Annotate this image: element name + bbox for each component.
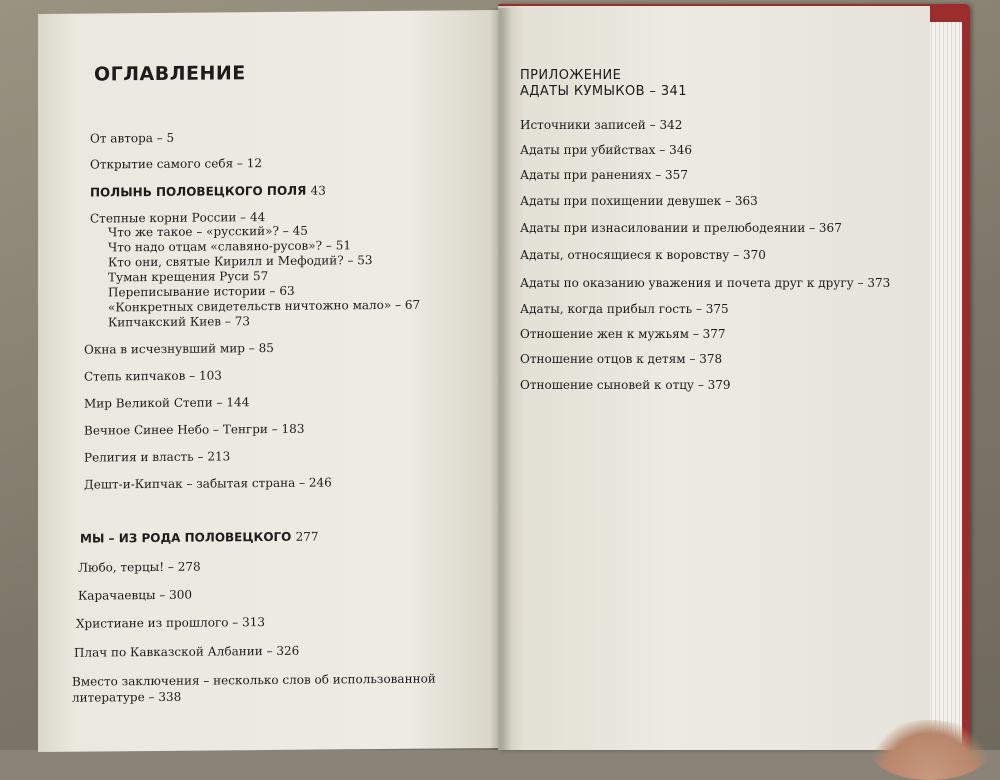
toc-entry-text: Туман крещения Руси [108,269,250,285]
toc-section-heading [90,184,326,200]
toc-entry-page: 57 [252,269,269,284]
toc-entry-page: 12 [246,156,263,171]
toc-entry: Адаты, относящиеся к воровству – 370 [520,248,766,262]
toc-subentry: Переписывание истории – 63 [108,283,295,300]
toc-entry-page: 51 [335,238,351,253]
toc-entry-page: 277 [295,529,319,544]
toc-entry-page: 357 [665,168,688,182]
toc-entry-text: Адаты при похищении девушек [520,194,722,208]
toc-entry: Источники записей – 342 [520,118,683,132]
toc-entry-text: Адаты при убийствах [520,143,656,157]
toc-entry-page: 373 [867,276,891,290]
toc-entry-page: 44 [249,210,266,225]
toc-entry-page: 63 [279,283,295,298]
toc-entry-page: 379 [707,378,731,392]
toc-entry-text: Окна в исчезнувший мир [84,341,245,357]
toc-subentry: Что надо отцам «славяно-русов»? – 51 [108,238,351,255]
page-stack-edge [928,22,962,750]
toc-entry-text: Отношение отцов к детям [520,352,686,366]
right-page [498,6,930,750]
toc-entry: Отношение жен к мужьям – 377 [520,327,726,341]
toc-entry: От автора – 5 [90,130,175,146]
toc-entry-text: Степь кипчаков [84,368,186,384]
appendix-subtitle: АДАТЫ КУМЫКОВ – 341 [520,84,687,99]
toc-entry-text: Карачаевцы [78,587,156,603]
toc-entry: Адаты по оказанию уважения и почета друг к другу – 373 [520,276,891,290]
toc-entry-page: 246 [308,475,332,490]
toc-entry-text: Открытие самого себя [90,156,234,172]
toc-entry-page: 45 [292,223,308,238]
appendix-title: ПРИЛОЖЕНИЕ [520,68,622,83]
toc-entry-page: 377 [702,327,726,341]
toc-entry: Мир Великой Степи – 144 [84,395,250,411]
toc-entry: Адаты при ранениях – 357 [520,168,688,182]
toc-subentry: Что же такое – «русский»? – 45 [108,223,308,240]
left-page [38,10,500,752]
toc-entry-text: Вместо заключения – несколько слов об использованной литературе [72,671,436,705]
toc-entry-text: Адаты, когда прибыл гость [520,302,693,316]
toc-entry: Религия и власть – 213 [84,449,231,465]
toc-entry-page: 363 [734,194,758,208]
toc-entry-text: Христиане из прошлого [76,615,229,631]
toc-entry-text: Мир Великой Степи [84,395,213,411]
toc-subentry: «Конкретных свидетельств ничтожно мало» – 67 [108,297,421,315]
toc-entry-text: Кто они, святые Кирилл и Мефодий? [108,253,344,270]
toc-entry-text: Адаты при изнасиловании и прелюбодеянии [520,221,806,235]
toc-entry-text: Религия и власть [84,449,194,465]
toc-entry-page: 43 [310,183,326,198]
toc-entry-page: 73 [234,314,250,329]
toc-entry-page: 67 [404,297,421,312]
toc-entry: Адаты при похищении девушек – 363 [520,194,758,208]
toc-entry-text: Степные корни России [90,210,237,226]
toc-entry-text: Переписывание истории [108,284,266,300]
toc-entry-text: Отношение сыновей к отцу [520,378,694,392]
toc-entry-text: Любо, терцы! [78,559,165,575]
toc-entry-text: Источники записей [520,118,646,132]
toc-entry-text: ПОЛЫНЬ ПОЛОВЕЦКОГО ПОЛЯ [90,183,307,200]
toc-entry-page: 313 [242,615,265,630]
toc-entry: Степь кипчаков – 103 [84,368,222,384]
toc-entry-text: Отношение жен к мужьям [520,327,690,341]
toc-entry-text: Что же такое – «русский»? [108,223,279,240]
toc-entry: Адаты, когда прибыл гость – 375 [520,302,729,316]
toc-entry-text: «Конкретных свидетельств ничтожно мало» [108,297,392,315]
toc-entry-text: Вечное Синее Небо – Тенгри [84,422,268,438]
toc-entry: Окна в исчезнувший мир – 85 [84,340,274,357]
book-spine-shadow [490,8,512,750]
toc-entry: Адаты при убийствах – 346 [520,143,692,157]
toc-entry-text: Адаты при ранениях [520,168,652,182]
toc-entry-text: МЫ – ИЗ РОДА ПОЛОВЕЦКОГО [80,529,292,546]
toc-entry-page: 103 [198,368,222,383]
appendix-heading [520,68,687,100]
toc-entry: Отношение сыновей к отцу – 379 [520,378,731,392]
toc-entry-page: 342 [659,118,683,132]
toc-section-heading [80,530,318,546]
page-title: ОГЛАВЛЕНИЕ [94,62,246,86]
toc-entry-page: 346 [669,143,692,157]
toc-entry-page: 5 [166,130,175,145]
toc-subentry: Кипчакский Киев – 73 [108,314,250,330]
toc-entry-page: 367 [818,221,842,235]
toc-subentry: Кто они, святые Кирилл и Мефодий? – 53 [108,253,373,270]
toc-entry: Открытие самого себя – 12 [90,156,263,172]
toc-entry-page: 378 [699,352,723,366]
toc-entry-text: Адаты, относящиеся к воровству [520,248,730,262]
toc-entry-page: 53 [357,253,373,268]
toc-entry-text: Плач по Кавказской Албании [74,644,263,660]
toc-entry: Плач по Кавказской Албании – 326 [74,643,300,660]
toc-entry-text: Адаты по оказанию уважения и почета друг к другу [520,276,854,290]
toc-entry: Христиане из прошлого – 313 [76,615,265,631]
toc-entry-page: 213 [207,449,231,464]
toc-entry: Вместо заключения – несколько слов об использованной литературе – 338 [72,671,436,705]
toc-entry: Дешт-и-Кипчак – забытая страна – 246 [84,475,332,492]
toc-entry-page: 370 [742,248,766,262]
toc-entry-page: 300 [169,587,193,602]
toc-entry-text: От автора [90,131,153,146]
thumb [870,720,990,780]
toc-entry: Вечное Синее Небо – Тенгри – 183 [84,421,305,438]
toc-entry: Адаты при изнасиловании и прелюбодеянии – 367 [520,221,842,235]
toc-entry-page: 338 [158,689,182,704]
toc-entry-page: 144 [226,395,250,410]
toc-entry-page: 183 [281,421,305,436]
toc-entry-page: 326 [276,643,300,658]
toc-subentry [108,269,268,284]
toc-entry-text: Дешт-и-Кипчак – забытая страна [84,475,296,492]
toc-entry-page: 278 [177,559,201,574]
toc-entry: Карачаевцы – 300 [78,587,193,603]
toc-entry-text: Кипчакский Киев [108,314,222,330]
toc-entry-page: 375 [705,302,729,316]
toc-entry-page: 85 [258,340,274,356]
toc-entry: Любо, терцы! – 278 [78,559,201,575]
toc-entry: Отношение отцов к детям – 378 [520,352,723,366]
toc-entry: Степные корни России – 44 [90,210,266,226]
toc-entry-text: Что надо отцам «славяно-русов»? [108,238,323,255]
